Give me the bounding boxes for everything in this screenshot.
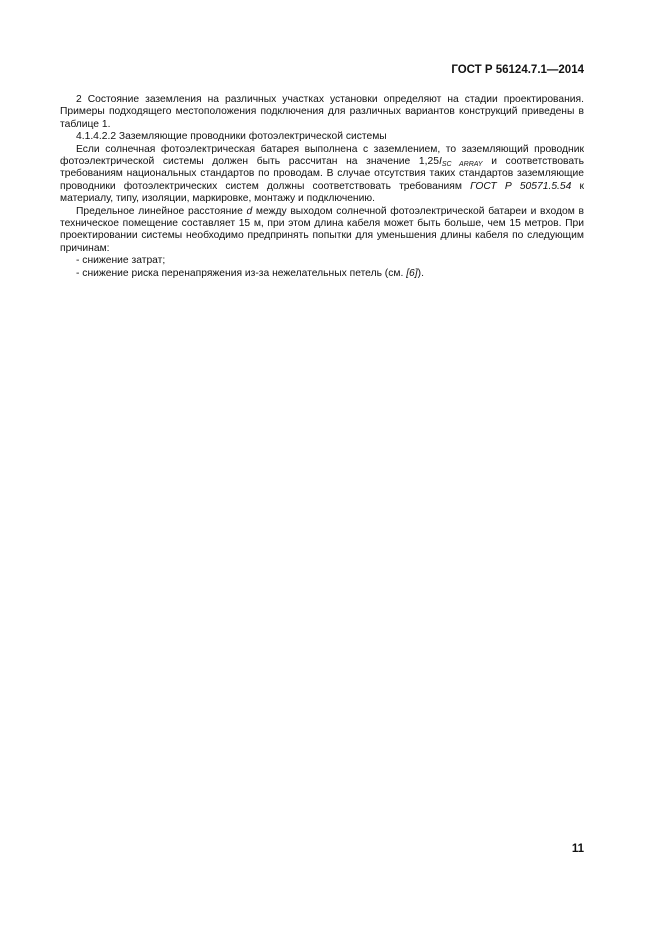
paragraph-text-1: Если солнечная фотоэлектрическая батарея выполнена с заземлением, то заземляющий проводник фотоэлектрической системы должен быть рассчитан на значение 1,25 <box>60 143 584 168</box>
page-content <box>60 94 584 280</box>
grounding-conductor-paragraph <box>60 144 584 206</box>
distance-variable: d <box>246 205 253 217</box>
document-header <box>0 64 584 76</box>
list-item <box>60 268 584 280</box>
paragraph-text-3: к материалу, типу, изоляции, маркировке, монтажу и подключению. <box>60 180 584 205</box>
list-item-end: ). <box>417 267 424 279</box>
paragraph-text-2: и соответствовать требованиям национальных стандартов по проводам. В случае отсутствия таких стандартов заземляющие проводники фотоэлектрических систем должны соответствовать требованиям <box>60 156 584 192</box>
list-item: - снижение затрат; <box>76 255 166 267</box>
paragraph-text-2: между выходом солнечной фотоэлектрической батареи и входом в техническое помещение составляет 15 м, при этом длина кабеля может быть больше, чем 15 метров. При проектировании системы необходимо предпринять попытки для уменьшения длины кабеля по следующим причинам: <box>60 205 584 254</box>
bibliography-reference: [6] <box>406 267 418 279</box>
distance-paragraph <box>60 206 584 256</box>
current-subscript: SC ARRAY <box>441 161 483 169</box>
standard-reference: ГОСТ Р 50571.5.54 <box>470 180 572 192</box>
page-number: 11 <box>571 843 584 855</box>
standard-designation: ГОСТ Р 56124.7.1—2014 <box>451 64 584 76</box>
list-item-text: - снижение риска перенапряжения из-за нежелательных петель (см. <box>76 267 407 279</box>
note-2-paragraph: 2 Состояние заземления на различных участках установки определяют на стадии проектирования. Примеры подходящего местоположения подключения для различных вариантов конструкций приведены в таблице 1. <box>60 94 584 130</box>
section-heading: 4.1.4.2.2 Заземляющие проводники фотоэлектрической системы <box>76 131 387 143</box>
paragraph-text-1: Предельное линейное расстояние <box>76 205 247 217</box>
current-symbol: I <box>438 156 442 168</box>
